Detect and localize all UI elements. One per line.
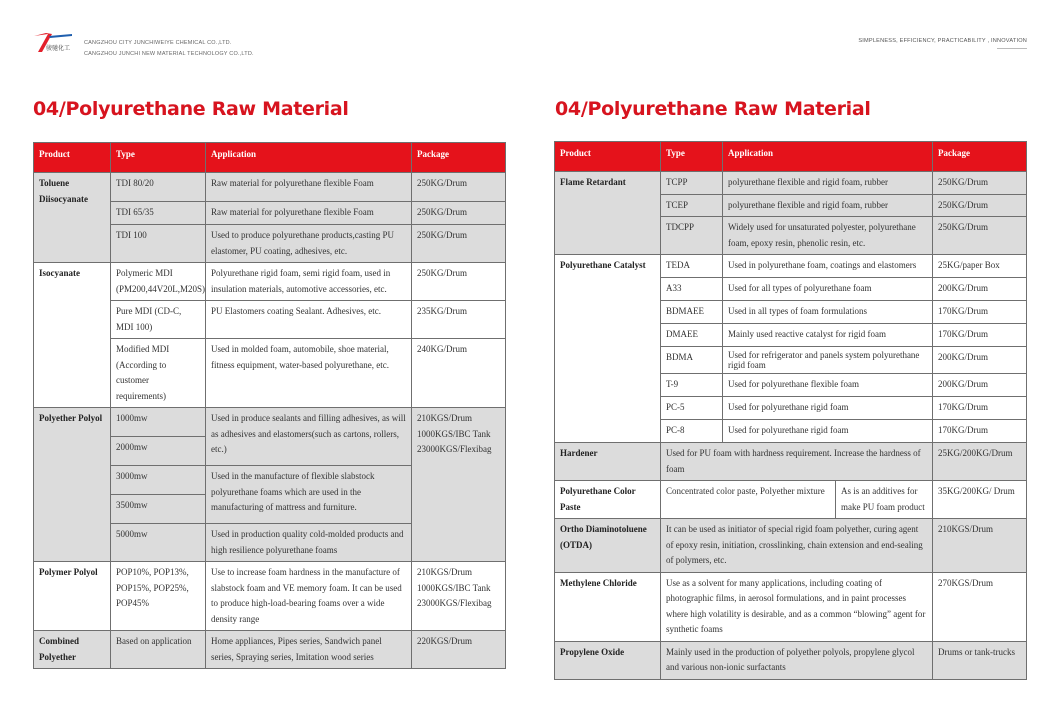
type-cell: TDI 65/35 xyxy=(111,202,206,225)
package-cell: 25KG/paper Box xyxy=(933,255,1027,278)
table-row xyxy=(34,263,506,301)
application-cell: Used in produce sealants and filling adhesives, as will as adhesives and elastomers(such as cartons, rollers, etc.) xyxy=(206,408,412,466)
junchi-logo-icon xyxy=(32,30,74,56)
type-cell: 3000mw xyxy=(111,466,206,495)
type-cell: 2000mw xyxy=(111,437,206,466)
table-row xyxy=(555,443,1027,481)
application-cell: Use to increase foam hardness in the manufacture of slabstock foam and VE memory foam. It can be used to produce high-load-bearing foams over a wide density range xyxy=(206,562,412,631)
company-name-2: CANGZHOU JUNCHI NEW MATERIAL TECHNOLOGY CO.,LTD. xyxy=(84,51,254,57)
product-cell: Polyurethane Catalyst xyxy=(555,255,661,443)
application-cell: Use as a solvent for many applications, including coating of photographic films, in aerosol formulations, and in paint processes where high volatility is desirable, and as a common “blowing” agent for synthetic foams xyxy=(661,572,933,641)
package-cell: 170KG/Drum xyxy=(933,324,1027,347)
package-cell: 210KGS/Drum 1000KGS/IBC Tank 23000KGS/Flexibag xyxy=(412,408,506,562)
table-row xyxy=(555,641,1027,679)
package-cell: Drums or tank-trucks xyxy=(933,641,1027,679)
type-cell: Concentrated color paste, Polyether mixture xyxy=(661,481,836,519)
application-cell: Widely used for unsaturated polyester, polyurethane foam, epoxy resin, phenolic resin, etc. xyxy=(723,217,933,255)
col-header-type: Type xyxy=(661,142,723,172)
type-cell: BDMAEE xyxy=(661,301,723,324)
package-cell: 250KG/Drum xyxy=(933,194,1027,217)
package-cell: 210KGS/Drum 1000KGS/IBC Tank 23000KGS/Flexibag xyxy=(412,562,506,631)
product-cell: Methylene Chloride xyxy=(555,572,661,641)
slogan: SIMPLENESS, EFFICIENCY, PRACTICABILITY , INNOVATION xyxy=(858,38,1027,44)
package-cell: 170KG/Drum xyxy=(933,397,1027,420)
col-header-product: Product xyxy=(555,142,661,172)
package-cell: 220KGS/Drum xyxy=(412,631,506,669)
type-cell: 3500mw xyxy=(111,495,206,524)
application-cell: Used for refrigerator and panels system polyurethane rigid foam xyxy=(723,347,933,374)
page-title-right: 04/Polyurethane Raw Material xyxy=(555,98,871,120)
application-cell: polyurethane flexible and rigid foam, rubber xyxy=(723,172,933,195)
col-header-product: Product xyxy=(34,143,111,173)
package-cell: 240KG/Drum xyxy=(412,339,506,408)
package-cell: 200KG/Drum xyxy=(933,347,1027,374)
package-cell: 250KG/Drum xyxy=(412,225,506,263)
application-cell: Used in all types of foam formulations xyxy=(723,301,933,324)
application-cell: Used in production quality cold-molded products and high resilience polyurethane foams xyxy=(206,524,412,562)
col-header-application: Application xyxy=(723,142,933,172)
application-cell: Used for polyurethane rigid foam xyxy=(723,420,933,443)
package-cell: 170KG/Drum xyxy=(933,301,1027,324)
package-cell: 250KG/Drum xyxy=(412,173,506,202)
package-cell: 250KG/Drum xyxy=(933,172,1027,195)
table-row xyxy=(34,408,506,437)
type-cell: TDI 100 xyxy=(111,225,206,263)
package-cell: 25KG/200KG/Drum xyxy=(933,443,1027,481)
col-header-type: Type xyxy=(111,143,206,173)
table-row xyxy=(555,255,1027,278)
application-cell: Polyurethane rigid foam, semi rigid foam, used in insulation materials, automotive accessories, etc. xyxy=(206,263,412,301)
type-cell: TDI 80/20 xyxy=(111,173,206,202)
table-row xyxy=(34,631,506,669)
slogan-underline xyxy=(997,48,1027,49)
type-cell: 5000mw xyxy=(111,524,206,562)
product-cell: Toluene Diisocyanate xyxy=(34,173,111,263)
col-header-application: Application xyxy=(206,143,412,173)
type-cell: Pure MDI (CD-C, MDI 100) xyxy=(111,301,206,339)
application-cell: Raw material for polyurethane flexible Foam xyxy=(206,202,412,225)
application-cell: polyurethane flexible and rigid foam, rubber xyxy=(723,194,933,217)
table-row xyxy=(555,481,1027,519)
type-cell: T-9 xyxy=(661,374,723,397)
type-cell: TCPP xyxy=(661,172,723,195)
type-cell: TCEP xyxy=(661,194,723,217)
product-cell: Polymer Polyol xyxy=(34,562,111,631)
package-cell: 250KG/Drum xyxy=(412,263,506,301)
company-name-1: CANGZHOU CITY JUNCHIWEIYE CHEMICAL CO.,LTD. xyxy=(84,40,232,46)
type-cell: BDMA xyxy=(661,347,723,374)
company-names xyxy=(84,38,254,60)
table-header-row xyxy=(555,142,1027,172)
application-cell: Used in polyurethane foam, coatings and elastomers xyxy=(723,255,933,278)
package-cell: 270KGS/Drum xyxy=(933,572,1027,641)
table-row xyxy=(555,572,1027,641)
application-cell: Home appliances, Pipes series, Sandwich panel series, Spraying series, Imitation wood series xyxy=(206,631,412,669)
table-row xyxy=(555,172,1027,195)
application-cell: Used for polyurethane rigid foam xyxy=(723,397,933,420)
logo-text: 骏驰化工 xyxy=(46,45,71,52)
type-cell: TDCPP xyxy=(661,217,723,255)
product-cell: Propylene Oxide xyxy=(555,641,661,679)
application-cell: Used for polyurethane flexible foam xyxy=(723,374,933,397)
type-cell: A33 xyxy=(661,278,723,301)
product-cell: Polyurethane Color Paste xyxy=(555,481,661,519)
application-cell: Used for PU foam with hardness requirement. Increase the hardness of foam xyxy=(661,443,933,481)
type-cell: POP10%, POP13%, POP15%, POP25%, POP45% xyxy=(111,562,206,631)
package-cell: 170KG/Drum xyxy=(933,420,1027,443)
application-cell: Used in molded foam, automobile, shoe material, fitness equipment, water-based polyurethane, etc. xyxy=(206,339,412,408)
col-header-package: Package xyxy=(933,142,1027,172)
package-cell: 200KG/Drum xyxy=(933,278,1027,301)
application-cell: Mainly used reactive catalyst for rigid foam xyxy=(723,324,933,347)
table-row xyxy=(555,519,1027,573)
application-cell: Used in the manufacture of flexible slabstock polyurethane foams which are used in the manufacturing of mattress and furniture. xyxy=(206,466,412,524)
type-cell: Modified MDI (According to customer requirements) xyxy=(111,339,206,408)
product-cell: Combined Polyether xyxy=(34,631,111,669)
left-product-table xyxy=(33,142,506,669)
application-cell: Used for all types of polyurethane foam xyxy=(723,278,933,301)
application-cell: Used to produce polyurethane products,casting PU elastomer, PU coating, adhesives, etc. xyxy=(206,225,412,263)
product-cell: Isocyanate xyxy=(34,263,111,408)
application-cell: Mainly used in the production of polyether polyols, propylene glycol and various non-ionic surfactants xyxy=(661,641,933,679)
package-cell: 200KG/Drum xyxy=(933,374,1027,397)
type-cell: PC-8 xyxy=(661,420,723,443)
product-cell: Ortho Diaminotoluene (OTDA) xyxy=(555,519,661,573)
application-cell: As is an additives for make PU foam product xyxy=(836,481,933,519)
col-header-package: Package xyxy=(412,143,506,173)
type-cell: 1000mw xyxy=(111,408,206,437)
product-cell: Polyether Polyol xyxy=(34,408,111,562)
table-header-row xyxy=(34,143,506,173)
type-cell: Based on application xyxy=(111,631,206,669)
type-cell: TEDA xyxy=(661,255,723,278)
package-cell: 235KG/Drum xyxy=(412,301,506,339)
product-cell: Flame Retardant xyxy=(555,172,661,255)
application-cell: Raw material for polyurethane flexible Foam xyxy=(206,173,412,202)
type-cell: DMAEE xyxy=(661,324,723,347)
package-cell: 35KG/200KG/ Drum xyxy=(933,481,1027,519)
application-cell: PU Elastomers coating Sealant. Adhesives, etc. xyxy=(206,301,412,339)
type-cell: PC-5 xyxy=(661,397,723,420)
table-row xyxy=(34,562,506,631)
page-title-left: 04/Polyurethane Raw Material xyxy=(33,98,349,120)
product-cell: Hardener xyxy=(555,443,661,481)
package-cell: 210KGS/Drum xyxy=(933,519,1027,573)
type-cell: Polymeric MDI (PM200,44V20L,M20S) xyxy=(111,263,206,301)
application-cell: It can be used as initiator of special rigid foam polyether, curing agent of epoxy resin, initiation, crosslinking, chain extension and end-sealing of polymers, etc. xyxy=(661,519,933,573)
package-cell: 250KG/Drum xyxy=(412,202,506,225)
package-cell: 250KG/Drum xyxy=(933,217,1027,255)
table-row xyxy=(34,173,506,202)
right-product-table xyxy=(554,141,1027,680)
